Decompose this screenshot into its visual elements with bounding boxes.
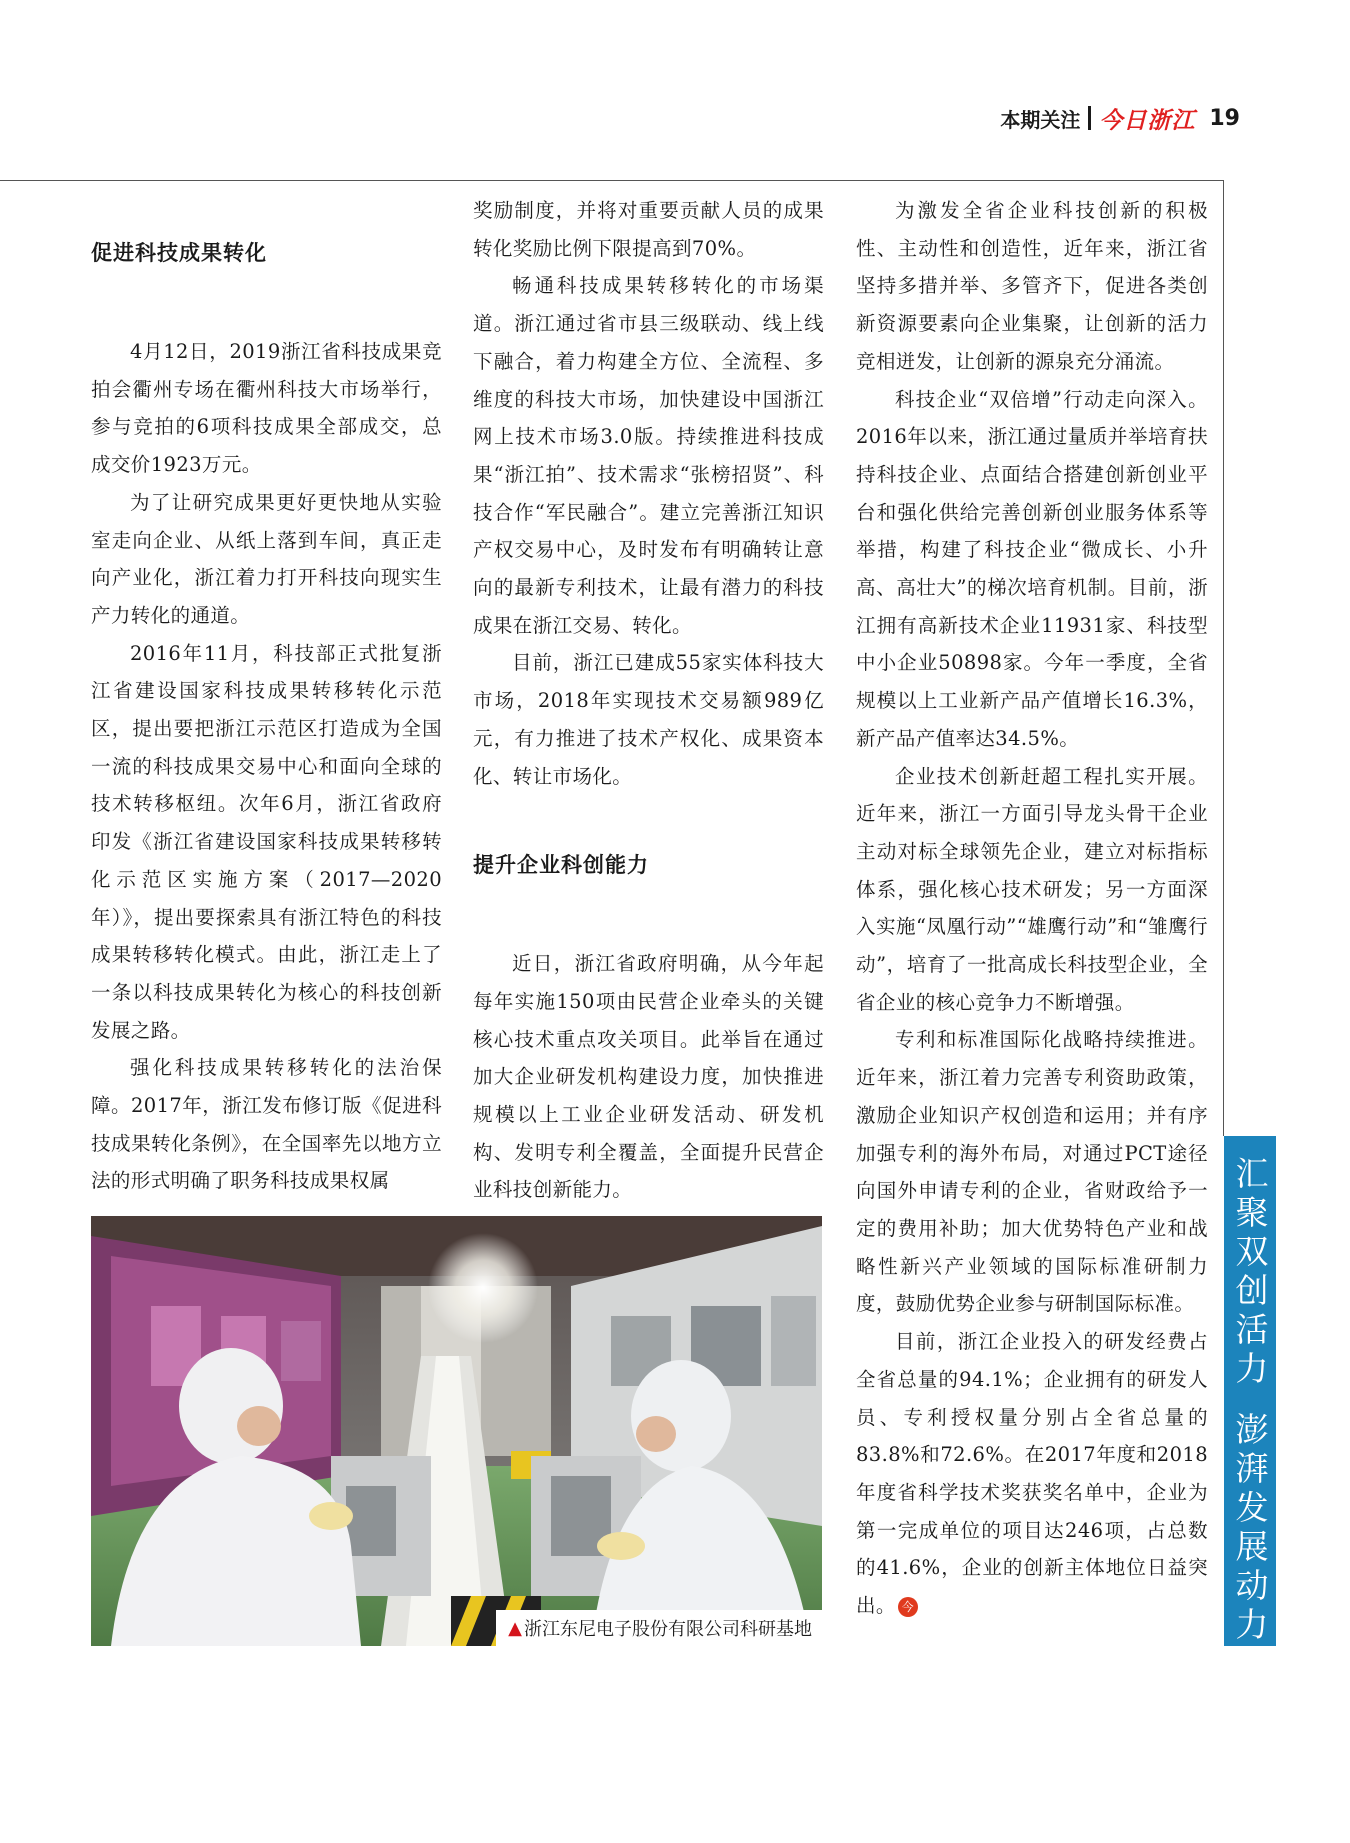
page-number: 19: [1209, 105, 1240, 131]
magazine-logo: 今日浙江: [1099, 106, 1196, 134]
page-header: [1000, 102, 1240, 134]
header-divider: [1088, 106, 1091, 130]
paragraph: 为了让研究成果更好更快地从实验室走向企业、从纸上落到车间，真正走向产业化，浙江着力打开科技向现实生产力转化的通道。: [91, 490, 442, 627]
column-3: [856, 192, 1208, 1625]
factory-photo: [91, 1216, 822, 1646]
column-2: [473, 192, 824, 1209]
factory-illustration: [91, 1216, 822, 1646]
side-tab-line-1: 汇聚双创活力: [1230, 1156, 1270, 1390]
paragraph: 企业技术创新赶超工程扎实开展。近年来，浙江一方面引导龙头骨干企业主动对标全球领先企业，建立对标指标体系，强化核心技术研发；另一方面深入实施“凤凰行动”“雄鹰行动”和“雏鹰行动”，培育了一批高成长科技型企业，全省企业的核心竞争力不断增强。: [856, 764, 1208, 1014]
paragraph: 强化科技成果转移转化的法治保障。2017年，浙江发布修订版《促进科技成果转化条例》，在全国率先以地方立法的形式明确了职务科技成果权属: [91, 1056, 442, 1193]
paragraph: 4月12日，2019浙江省科技成果竞拍会衢州专场在衢州科技大市场举行，参与竞拍的6项科技成果全部成交，总成交价1923万元。: [91, 340, 442, 477]
triangle-icon: ▲: [508, 1617, 522, 1639]
end-mark-icon: 今: [898, 1597, 918, 1617]
paragraph: 专利和标准国际化战略持续推进。近年来，浙江着力完善专利资助政策，激励企业知识产权创造和运用；并有序加强专利的海外布局，对通过PCT途径向国外申请专利的企业，省财政给予一定的费用补助；加大优势特色产业和战略性新兴产业领域的国际标准研制力度，鼓励优势企业参与研制国际标准。: [856, 1028, 1208, 1316]
section-heading-2: 提升企业科创能力: [473, 853, 649, 878]
photo-caption: [496, 1610, 822, 1646]
paragraph: 目前，浙江已建成55家实体科技大市场，2018年实现技术交易额989亿元，有力推进了技术产权化、成果资本化、转让市场化。: [473, 651, 824, 788]
paragraph: 2016年11月，科技部正式批复浙江省建设国家科技成果转移转化示范区，提出要把浙江示范区打造成为全国一流的科技成果交易中心和面向全球的技术转移枢纽。次年6月，浙江省政府印发《浙江省建设国家科技成果转移转化示范区实施方案（2017—2020年）》，提出要探索具有浙江特色的科技成果转移转化模式。由此，浙江走上了一条以科技成果转化为核心的科技创新发展之路。: [91, 641, 442, 1042]
paragraph-continued: 奖励制度，并将对重要贡献人员的成果转化奖励比例下限提高到70%。: [473, 199, 824, 260]
paragraph-text: 目前，浙江企业投入的研发经费占全省总量的94.1%；企业拥有的研发人员、专利授权量分别占全省总量的83.8%和72.6%。在2017年度和2018年度省科学技术奖获奖名单中，企业为第一完成单位的项目达246项，占总数的41.6%，企业的创新主体地位日益突出。: [856, 1330, 1208, 1618]
paragraph: 畅通科技成果转移转化的市场渠道。浙江通过省市县三级联动、线上线下融合，着力构建全方位、全流程、多维度的科技大市场，加快建设中国浙江网上技术市场3.0版。持续推进科技成果“浙江拍”、技术需求“张榜招贤”、科技合作“军民融合”。建立完善浙江知识产权交易中心，及时发布有明确转让意向的最新专利技术，让最有潜力的科技成果在浙江交易、转化。: [473, 274, 824, 637]
paragraph-last: [856, 1323, 1208, 1625]
column-1: [91, 192, 442, 1200]
caption-text: 浙江东尼电子股份有限公司科研基地: [524, 1619, 812, 1640]
side-tab-line-2: 澎湃发展动力: [1230, 1412, 1270, 1646]
paragraph: 科技企业“双倍增”行动走向深入。2016年以来，浙江通过量质并举培育扶持科技企业、点面结合搭建创新创业平台和强化供给完善创新创业服务体系等举措，构建了科技企业“微成长、小升高、高壮大”的梯次培育机制。目前，浙江拥有高新技术企业11931家、科技型中小企业50898家。今年一季度，全省规模以上工业新产品产值增长16.3%，新产品产值率达34.5%。: [856, 387, 1208, 750]
top-rule: [0, 180, 1224, 181]
right-rule: [1223, 180, 1224, 1136]
paragraph: 为激发全省企业科技创新的积极性、主动性和创造性，近年来，浙江省坚持多措并举、多管齐下，促进各类创新资源要素向企业集聚，让创新的活力竞相迸发，让创新的源泉充分涌流。: [856, 199, 1208, 373]
paragraph: 近日，浙江省政府明确，从今年起每年实施150项由民营企业牵头的关键核心技术重点攻关项目。此举旨在通过加大企业研发机构建设力度，加快推进规模以上工业企业研发活动、研发机构、发明专利全覆盖，全面提升民营企业科技创新能力。: [473, 952, 824, 1202]
section-heading-1: 促进科技成果转化: [91, 241, 267, 265]
side-tab: [1224, 1136, 1276, 1646]
section-label: 本期关注: [1000, 107, 1081, 132]
